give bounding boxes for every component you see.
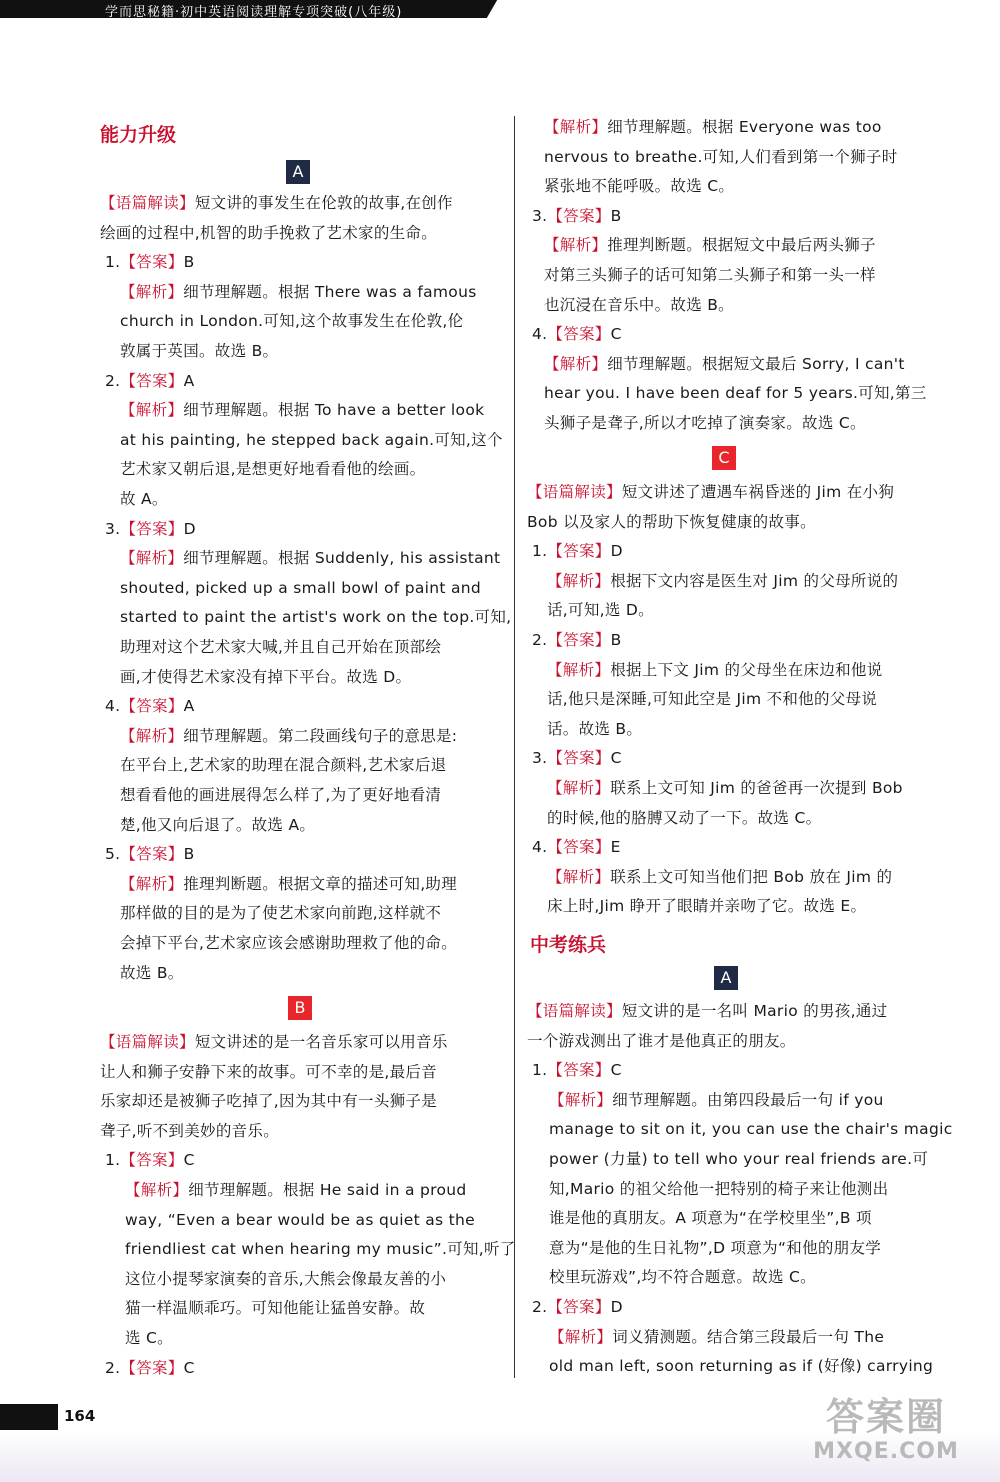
text-line: 【解析】推理判断题。根据文章的描述可知,助理	[120, 874, 458, 893]
label-tag: 【解析】	[120, 401, 184, 420]
column-divider	[514, 116, 515, 1378]
text-line: 话。故选 B。	[547, 719, 643, 738]
text-line: 【解析】细节理解题。根据 Suddenly, his assistant	[120, 549, 501, 568]
text-line: 话,可知,选 D。	[547, 601, 654, 620]
text-line: 对第三头狮子的话可知第二头狮子和第一头一样	[544, 266, 876, 284]
label-tag: 【答案】	[547, 749, 611, 768]
label-tag: 【答案】	[547, 631, 611, 649]
text-line: 【解析】细节理解题。根据 There was a famous	[120, 282, 477, 301]
label-tag: 【答案】	[120, 519, 184, 538]
text-line: church in London.可知,这个故事发生在伦敦,伦	[120, 312, 464, 331]
footer-band	[0, 1404, 58, 1430]
label-tag: 【解析】	[547, 867, 611, 886]
text-line: 4.【答案】C	[532, 325, 622, 344]
text-line: 2.【答案】B	[532, 631, 622, 649]
text-line: 【语篇解读】短文讲述的是一名音乐家可以用音乐	[100, 1033, 448, 1051]
text-line: 绘画的过程中,机智的助手挽救了艺术家的生命。	[100, 223, 438, 242]
label-tag: 【解析】	[120, 549, 184, 568]
text-line: 【解析】细节理解题。根据 He said in a proud	[125, 1181, 467, 1199]
label-tag: 【解析】	[120, 726, 184, 745]
label-tag: 【答案】	[120, 845, 184, 864]
label-tag: 【解析】	[125, 1181, 189, 1199]
text-line: 【解析】细节理解题。根据短文最后 Sorry, I can't	[544, 354, 905, 373]
label-tag: 【答案】	[120, 1358, 184, 1377]
label-tag: 【答案】	[547, 206, 611, 225]
label-tag: 【解析】	[544, 236, 608, 255]
text-line: 头狮子是聋子,所以才吃掉了演奏家。故选 C。	[544, 414, 866, 432]
label-tag: 【语篇解读】	[100, 194, 195, 212]
label-tag: 【解析】	[120, 282, 184, 301]
page-number: 164	[64, 1407, 96, 1425]
text-line: 选 C。	[125, 1329, 173, 1347]
text-line: 紧张地不能呼吸。故选 C。	[544, 177, 735, 196]
text-line: 1.【答案】D	[532, 542, 623, 561]
label-tag: 【答案】	[120, 697, 184, 716]
text-line: started to paint the artist's work on the top.可知,	[120, 608, 512, 627]
text-line: 一个游戏测出了谁才是他真正的朋友。	[527, 1031, 796, 1050]
text-line: 聋子,听不到美妙的音乐。	[100, 1121, 280, 1140]
exam-badge-a: A	[714, 966, 738, 990]
text-line: shouted, picked up a small bowl of paint and	[120, 578, 482, 597]
text-line: at his painting, he stepped back again.可知,这个	[120, 430, 503, 449]
text-line: 3.【答案】C	[532, 749, 622, 768]
label-tag: 【解析】	[549, 1327, 613, 1346]
label-tag: 【解析】	[547, 571, 611, 590]
text-line: Bob 以及家人的帮助下恢复健康的故事。	[527, 512, 816, 531]
text-line: 床上时,Jim 睁开了眼睛并亲吻了它。故选 E。	[547, 897, 867, 916]
text-line: 2.【答案】C	[105, 1358, 195, 1377]
header-title: 学而思秘籍·初中英语阅读理解专项突破(八年级)	[105, 5, 403, 20]
text-line: 那样做的目的是为了使艺术家向前跑,这样就不	[120, 904, 442, 923]
text-line: 助理对这个艺术家大喊,并且自己开始在顶部绘	[120, 638, 442, 656]
text-line: 话,他只是深睡,可知此空是 Jim 不和他的父母说	[547, 690, 878, 709]
label-tag: 【答案】	[547, 542, 611, 561]
text-line: 猫一样温顺乖巧。可知他能让猛兽安静。故	[125, 1299, 426, 1318]
text-line: 1.【答案】B	[105, 253, 195, 272]
text-line: 【语篇解读】短文讲述了遭遇车祸昏迷的 Jim 在小狗	[527, 483, 895, 501]
label-tag: 【解析】	[544, 118, 608, 136]
text-line: 会掉下平台,艺术家应该会感谢助理救了他的命。	[120, 934, 458, 952]
label-tag: 【答案】	[120, 253, 184, 272]
text-line: 【解析】根据上下文 Jim 的父母坐在床边和他说	[547, 660, 883, 679]
text-line: 的时候,他的胳膊又动了一下。故选 C。	[547, 808, 822, 827]
text-line: 【解析】词义猜测题。结合第三段最后一句 The	[549, 1327, 885, 1346]
passage-badge-b: B	[288, 996, 312, 1020]
text-line: 【解析】细节理解题。第二段画线句子的意思是:	[120, 726, 458, 745]
text-line: 让人和狮子安静下来的故事。可不幸的是,最后音	[100, 1062, 438, 1081]
label-tag: 【解析】	[544, 354, 608, 373]
text-line: 想看看他的画进展得怎么样了,为了更好地看清	[120, 786, 442, 804]
text-line: 【语篇解读】短文讲的事发生在伦敦的故事,在创作	[100, 194, 453, 212]
label-tag: 【答案】	[547, 838, 611, 857]
label-tag: 【答案】	[547, 1298, 611, 1316]
text-line: 知,Mario 的祖父给他一把特别的椅子来让他测出	[549, 1179, 889, 1198]
text-line: old man left, soon returning as if (好像) carrying	[549, 1357, 934, 1376]
text-line: 故选 B。	[120, 963, 184, 982]
text-line: 【语篇解读】短文讲的是一名叫 Mario 的男孩,通过	[527, 1002, 888, 1020]
text-line: 【解析】联系上文可知 Jim 的爸爸再一次提到 Bob	[547, 779, 903, 797]
label-tag: 【答案】	[547, 1061, 611, 1080]
watermark-logo	[796, 1395, 976, 1475]
text-line: 意为“是他的生日礼物”,D 项意为“和他的朋友学	[549, 1238, 882, 1257]
label-tag: 【语篇解读】	[100, 1033, 195, 1051]
text-line: power (力量) to tell who your real friends are.可	[549, 1150, 929, 1168]
text-line: 3.【答案】B	[532, 206, 622, 225]
label-tag: 【解析】	[549, 1090, 613, 1109]
label-tag: 【答案】	[547, 325, 611, 344]
section-title-exam: 中考练兵	[530, 934, 607, 956]
text-line: 2.【答案】D	[532, 1298, 623, 1316]
text-line: 【解析】细节理解题。由第四段最后一句 if you	[549, 1090, 884, 1109]
watermark-bottom-text: MXQE.COM	[813, 1439, 959, 1464]
text-line: hear you. I have been deaf for 5 years.可知,第三	[544, 384, 927, 403]
text-line: 【解析】推理判断题。根据短文中最后两头狮子	[544, 236, 876, 255]
text-line: manage to sit on it, you can use the chair's magic	[549, 1120, 953, 1139]
label-tag: 【语篇解读】	[527, 1002, 622, 1020]
text-line: 校里玩游戏”,均不符合题意。故选 C。	[549, 1268, 816, 1287]
watermark-top-text: 答案圈	[825, 1395, 946, 1439]
text-line: 这位小提琴家演奏的音乐,大熊会像最友善的小	[125, 1269, 447, 1288]
text-line: 【解析】细节理解题。根据 To have a better look	[120, 401, 485, 420]
label-tag: 【解析】	[547, 660, 611, 679]
text-line: 【解析】细节理解题。根据 Everyone was too	[544, 118, 882, 136]
passage-badge-a: A	[286, 160, 310, 184]
text-line: 4.【答案】A	[105, 697, 195, 716]
text-line: 1.【答案】C	[105, 1151, 195, 1170]
text-line: 3.【答案】D	[105, 519, 196, 538]
text-line: 故 A。	[120, 490, 168, 508]
text-line: 楚,他又向后退了。故选 A。	[120, 815, 316, 834]
text-line: friendliest cat when hearing my music”.可知,听了	[125, 1240, 516, 1259]
text-line: 4.【答案】E	[532, 838, 621, 857]
text-line: 在平台上,艺术家的助理在混合颜料,艺术家后退	[120, 756, 447, 775]
text-line: 5.【答案】B	[105, 845, 195, 864]
text-line: 谁是他的真朋友。A 项意为“在学校里坐”,B 项	[549, 1209, 872, 1228]
label-tag: 【答案】	[120, 371, 184, 390]
text-line: 敦属于英国。故选 B。	[120, 342, 279, 360]
label-tag: 【语篇解读】	[527, 483, 622, 501]
label-tag: 【解析】	[120, 874, 184, 893]
text-line: 画,才使得艺术家没有掉下平台。故选 D。	[120, 667, 412, 686]
label-tag: 【解析】	[547, 779, 611, 797]
text-line: 乐家却还是被狮子吃掉了,因为其中有一头狮子是	[100, 1092, 438, 1111]
text-line: 艺术家又朝后退,是想更好地看看他的绘画。	[120, 460, 426, 479]
text-line: nervous to breathe.可知,人们看到第一个狮子时	[544, 147, 898, 166]
section-title-ability: 能力升级	[100, 124, 177, 146]
text-line: 也沉浸在音乐中。故选 B。	[544, 295, 734, 314]
text-line: 1.【答案】C	[532, 1061, 622, 1080]
passage-badge-c: C	[712, 446, 736, 470]
text-line: 【解析】联系上文可知当他们把 Bob 放在 Jim 的	[547, 867, 893, 886]
text-line: way, “Even a bear would be as quiet as the	[125, 1210, 475, 1229]
text-line: 【解析】根据下文内容是医生对 Jim 的父母所说的	[547, 571, 899, 590]
label-tag: 【答案】	[120, 1151, 184, 1170]
text-line: 2.【答案】A	[105, 371, 195, 390]
